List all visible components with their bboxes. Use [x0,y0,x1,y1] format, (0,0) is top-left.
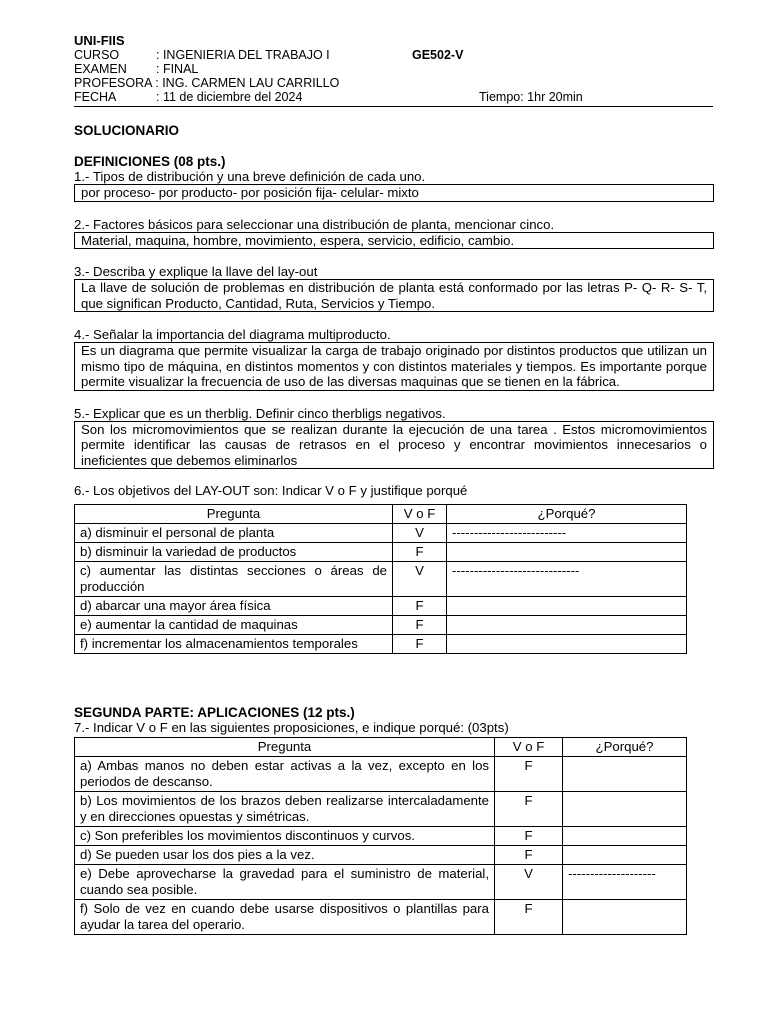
answer-3: La llave de solución de problemas en distribución de planta está conformado por las letras P- Q- R- S- T, que significan Producto, Cantidad, Ruta, Servicios y Tiempo. [74,279,714,312]
col-question: Pregunta [75,738,495,757]
row-question: f) incrementar los almacenamientos temporales [75,635,393,654]
row-why: ----------------------------- [447,562,687,597]
row-vf: F [393,597,447,616]
part-one [74,123,714,654]
question-3: 3.- Describa y explique la llave del lay-out [74,264,318,279]
row-question: e) Debe aprovecharse la gravedad para el suministro de material, cuando sea posible. [75,865,495,900]
table-row [75,597,687,616]
course-code: GE502-V [412,48,464,62]
col-vf: V o F [495,738,563,757]
row-vf: F [495,900,563,935]
row-question: d) Se pueden usar los dos pies a la vez. [75,846,495,865]
page-title: SOLUCIONARIO [74,123,180,138]
exam-time: Tiempo: 1hr 20min [479,90,583,104]
row-vf: F [393,543,447,562]
col-question: Pregunta [75,505,393,524]
table-row [75,562,687,597]
row-question: d) abarcar una mayor área física [75,597,393,616]
table-header-row [75,505,687,524]
exam-value: : FINAL [156,62,199,76]
row-vf: F [495,792,563,827]
answer-2: Material, maquina, hombre, movimiento, espera, servicio, edificio, cambio. [74,232,714,250]
table-row [75,524,687,543]
row-why [563,827,687,846]
definitions-heading: DEFINICIONES (08 pts.) [74,154,226,169]
row-question: f) Solo de vez en cuando debe usarse dispositivos o plantillas para ayudar la tarea del operario. [75,900,495,935]
course-label: CURSO [74,48,120,62]
col-why: ¿Porqué? [563,738,687,757]
date-label: FECHA [74,90,117,104]
row-question: a) Ambas manos no deben estar activas a la vez, excepto en los periodos de descanso. [75,757,495,792]
row-vf: V [393,562,447,597]
row-why: -------------------- [563,865,687,900]
row-why [563,757,687,792]
row-vf: V [495,865,563,900]
table-row [75,846,687,865]
row-question: b) Los movimientos de los brazos deben realizarse intercaladamente y en direcciones opuestas y simétricas. [75,792,495,827]
professor-line: PROFESORA : ING. CARMEN LAU CARRILLO [74,76,340,90]
question-4: 4.- Señalar la importancia del diagrama multiproducto. [74,327,391,342]
exam-label: EXAMEN [74,62,127,76]
row-question: c) aumentar las distintas secciones o áreas de producción [75,562,393,597]
table-row [75,792,687,827]
row-vf: F [495,827,563,846]
row-why [563,900,687,935]
col-vf: V o F [393,505,447,524]
row-question: e) aumentar la cantidad de maquinas [75,616,393,635]
table-row [75,616,687,635]
row-why [563,846,687,865]
professor-row [74,76,714,90]
row-vf: V [393,524,447,543]
exam-header [74,34,714,104]
table-row [75,827,687,846]
row-vf: F [495,846,563,865]
answer-1: por proceso- por producto- por posición fija- celular- mixto [74,184,714,202]
row-question: b) disminuir la variedad de productos [75,543,393,562]
date-value: : 11 de diciembre del 2024 [156,90,303,104]
row-vf: F [495,757,563,792]
table-header-row [75,738,687,757]
exam-row [74,62,714,76]
row-vf: F [393,616,447,635]
question-1: 1.- Tipos de distribución y una breve definición de cada uno. [74,169,426,184]
row-why [563,792,687,827]
organization: UNI-FIIS [74,33,125,48]
row-question: c) Son preferibles los movimientos discontinuos y curvos. [75,827,495,846]
question-5: 5.- Explicar que es un therblig. Definir cinco therbligs negativos. [74,405,446,421]
row-question: a) disminuir el personal de planta [75,524,393,543]
table-row [75,865,687,900]
course-row [74,48,714,62]
answer-4: Es un diagrama que permite visualizar la carga de trabajo originado por distintos productos que utilizan un mismo tipo de máquina, en distintos momentos y con distintos materiales y tiempos. Es importante porque permite visualizar la frecuencia de uso de las diversas maquinas que se tienen en la fábrica. [74,342,714,391]
applications-heading: SEGUNDA PARTE: APLICACIONES (12 pts.) [74,705,355,720]
part-two [74,705,714,935]
table-row [75,757,687,792]
row-why [447,616,687,635]
row-why [447,635,687,654]
answer-5: Son los micromovimientos que se realizan durante la ejecución de una tarea . Estos micromovimientos permite identificar las causas de retrasos en el proceso y encontrar movimientos innecesarios o ineficientes que debemos eliminarlos [74,421,714,470]
layout-objectives-table [74,504,687,654]
table-row [75,900,687,935]
course-value: : INGENIERIA DEL TRABAJO I [156,48,330,62]
row-why [447,543,687,562]
question-2: 2.- Factores básicos para seleccionar una distribución de planta, mencionar cinco. [74,216,555,232]
question-6: 6.- Los objetivos del LAY-OUT son: Indicar V o F y justifique porqué [74,483,468,498]
header-divider [74,106,713,107]
row-vf: F [393,635,447,654]
table-row [75,635,687,654]
row-why [447,597,687,616]
question-7: 7.- Indicar V o F en las siguientes proposiciones, e indique porqué: (03pts) [74,720,509,735]
motion-principles-table [74,737,687,935]
date-row [74,90,714,104]
col-why: ¿Porqué? [447,505,687,524]
table-row [75,543,687,562]
row-why: -------------------------- [447,524,687,543]
